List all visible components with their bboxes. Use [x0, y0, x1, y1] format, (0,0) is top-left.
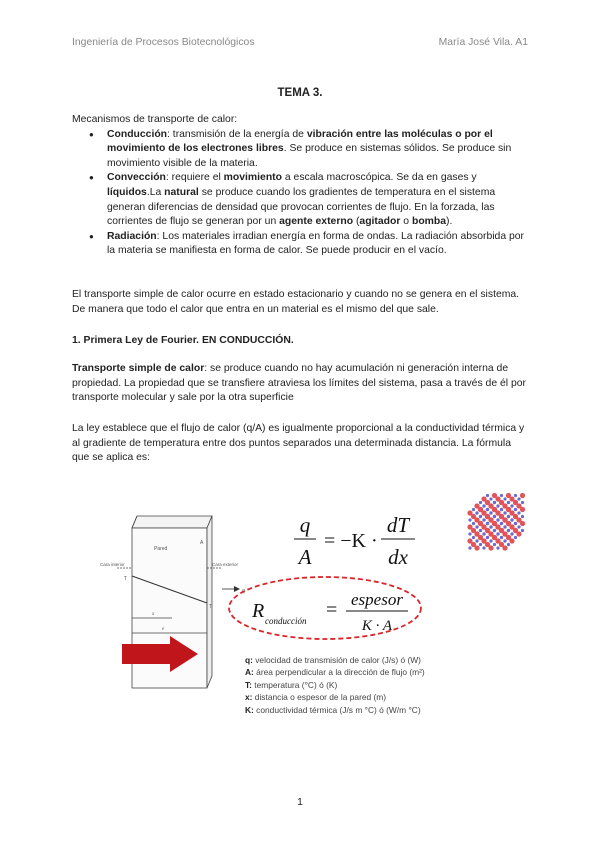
lattice-atom [468, 518, 471, 521]
outer-face-label: Cara exterior [212, 562, 239, 567]
t2-label: T [209, 604, 213, 610]
lattice-atom [502, 517, 507, 522]
svg-text:q: q [299, 513, 311, 537]
q-label: q [242, 588, 245, 594]
paragraph-fourier-law: La ley establece que el flujo de calor (q/A) es igualmente proporcional a la conductividad térmica y al gradiente de temperatura entre dos puntos separados una determinada distancia. La fórmula que se aplica es: [72, 423, 525, 464]
lattice-atom [481, 524, 486, 529]
header-course: Ingeniería de Procesos Biotecnológicos [72, 37, 255, 48]
wall-label: Pared [154, 546, 168, 552]
lattice-atom [510, 504, 513, 507]
lattice-atom [475, 525, 478, 528]
lattice-atom [475, 539, 478, 542]
list-item-conveccion: ● Convección: requiere el movimiento a escala macroscópica. Se da en gases y líquidos.La natural se produce cuando los gradientes de temperatura en el sistema generan diferencias de densidad que provocan corrientes de flujo. En la forzada, las corrientes de flujo se generan por un agente externo (agitador o bomba). [72, 171, 528, 229]
resistance-equation [251, 590, 408, 634]
svg-text:A: A [298, 545, 312, 569]
svg-text:espesor: espesor [351, 590, 403, 609]
svg-text:dx: dx [388, 545, 408, 569]
lattice-atom [479, 515, 482, 518]
lattice-atom [521, 529, 524, 532]
lattice-atom [468, 532, 471, 535]
svg-text:=: = [326, 599, 338, 621]
lattice-atom [479, 543, 482, 546]
lattice-atom [472, 522, 475, 525]
lattice-atom [500, 522, 503, 525]
legend-item-q: q: velocidad de transmisión de calor (J/s) ó (W) [245, 655, 421, 665]
lattice-atom [486, 536, 489, 539]
lattice-atom [488, 531, 493, 536]
lattice-atom [496, 518, 499, 521]
lattice-atom [514, 536, 517, 539]
page-number: 1 [297, 797, 303, 808]
lattice-atom [507, 515, 510, 518]
lattice-atom [467, 538, 472, 543]
lattice-atom [514, 522, 517, 525]
lattice-atom [482, 532, 485, 535]
lattice-atom [503, 497, 506, 500]
lattice-atom [517, 511, 520, 514]
fourier-figure [72, 468, 562, 733]
lattice-atom [507, 543, 510, 546]
lattice-atom [514, 494, 517, 497]
lattice-atom [493, 501, 496, 504]
svg-text:dT: dT [386, 513, 410, 537]
lattice-atom [475, 511, 478, 514]
lattice-atom [517, 525, 520, 528]
lattice-atom [506, 507, 511, 512]
lattice-atom [496, 546, 499, 549]
lattice-atom [486, 494, 489, 497]
lattice-atom [489, 497, 492, 500]
lattice-atom [479, 529, 482, 532]
lattice-atom [482, 518, 485, 521]
lattice-atom [514, 508, 517, 511]
lattice-atom [489, 511, 492, 514]
lattice-atom [486, 522, 489, 525]
legend-item-k: K: conductividad térmica (J/s m °C) ó (W/m °C) [245, 704, 421, 715]
lattice-atom [468, 546, 471, 549]
inner-face-label: Cara interior [100, 562, 125, 567]
section-heading-fourier: 1. Primera Ley de Fourier. EN CONDUCCIÓN. [72, 335, 294, 346]
paragraph-transport-definition: Transporte simple de calor: se produce cuando no hay acumulación ni generación interna de propiedad. La propiedad que se transfiere atraviesa los límites del sistema, pasa a través de él por transporte molecular y sale por la otra superficie [72, 363, 526, 404]
svg-text:= −K ·: = −K · [324, 530, 378, 552]
lattice-atom [481, 538, 486, 543]
lattice-atom [503, 511, 506, 514]
fourier-equation [294, 513, 415, 569]
lattice-atom [510, 518, 513, 521]
lattice-atom [503, 539, 506, 542]
lattice-atom [503, 525, 506, 528]
face-label: A [200, 540, 204, 546]
lattice-atom [502, 531, 507, 536]
header-author: María José Vila. A1 [438, 37, 528, 48]
list-item-radiacion: ● Radiación: Los materiales irradian energía en forma de ondas. La radiación absorbida por la materia se manifiesta en forma de calor. Se puede producir en el vacío. [72, 230, 528, 259]
lattice-atom [521, 501, 524, 504]
lattice-atom [493, 529, 496, 532]
lattice-atom [495, 510, 500, 515]
lattice-atom [513, 500, 518, 505]
lattice-atom [467, 524, 472, 529]
mechanisms-section [72, 113, 528, 259]
lattice-atom [482, 504, 485, 507]
lattice-atom [488, 545, 493, 550]
lattice-atom [520, 493, 525, 498]
lattice-atom [502, 545, 507, 550]
lattice-atom [495, 524, 500, 529]
lattice-atom [493, 515, 496, 518]
svg-text:R: R [252, 600, 265, 622]
lattice-atom [496, 504, 499, 507]
lattice-atom [493, 543, 496, 546]
lattice-atom [472, 536, 475, 539]
lattice-atom [507, 529, 510, 532]
legend-item-a: A: área perpendicular a la dirección de flujo (m²) [245, 667, 425, 678]
lattice-atom [474, 517, 479, 522]
lattice-atom [489, 539, 492, 542]
lattice-atom [500, 508, 503, 511]
lattice-atom [507, 501, 510, 504]
lattice-atom [472, 508, 475, 511]
svg-text:K · A: K · A [361, 618, 393, 634]
lattice-atom [474, 531, 479, 536]
t1-label: T [124, 576, 128, 582]
legend-item-x: x: distancia o espesor de la pared (m) [245, 692, 387, 703]
list-item-conduccion: ● Conducción: transmisión de la energía de vibración entre las moléculas o por el movimiento de los electrones libres. Se produce en sistemas sólidos. Se produce sin movimiento visible de la materia. [72, 128, 528, 172]
lattice-atom [482, 546, 485, 549]
lattice-atom [521, 515, 524, 518]
lattice-atom [474, 545, 479, 550]
crystal-lattice-image [467, 493, 525, 551]
paragraph-simple-transport: El transporte simple de calor ocurre en estado estacionario y cuando no se genera en el sistema. De manera que todo el calor que entra en un material es el mismo del que sale. [72, 289, 520, 315]
lattice-atom [481, 510, 486, 515]
lattice-atom [500, 494, 503, 497]
e-label: e [162, 627, 165, 632]
mechanisms-list [72, 128, 528, 259]
legend-item-t: T: temperatura (°C) ó (K) [245, 679, 338, 690]
intro-text: Mecanismos de transporte de calor: [72, 114, 238, 125]
lattice-atom [479, 501, 482, 504]
svg-text:conducción: conducción [265, 616, 307, 626]
variable-legend [245, 654, 545, 716]
lattice-atom [510, 532, 513, 535]
lattice-atom [486, 508, 489, 511]
lattice-atom [500, 536, 503, 539]
lattice-atom [517, 497, 520, 500]
lattice-atom [488, 517, 493, 522]
page-title: TEMA 3. [277, 87, 323, 99]
lattice-atom [495, 538, 500, 543]
lattice-atom [467, 510, 472, 515]
lattice-atom [489, 525, 492, 528]
lattice-atom [496, 532, 499, 535]
x-label: x [152, 612, 155, 617]
